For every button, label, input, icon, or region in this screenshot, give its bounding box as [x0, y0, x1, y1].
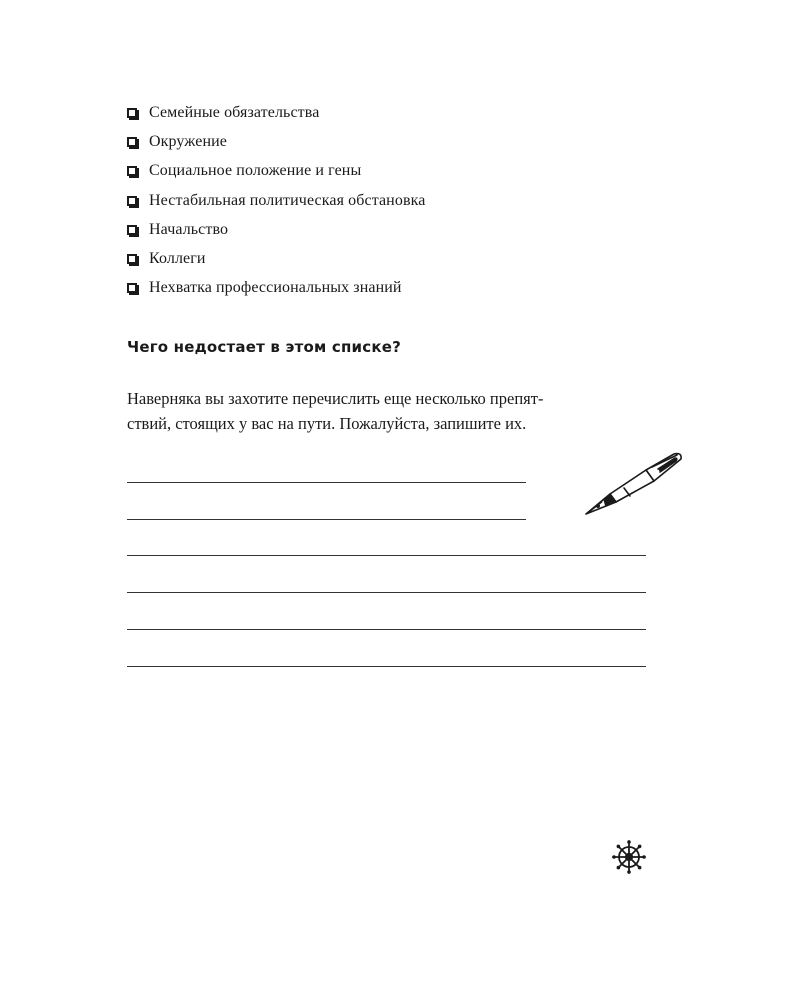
- checkbox[interactable]: [127, 108, 137, 118]
- checklist-item[interactable]: [127, 274, 425, 303]
- paragraph-line: Наверняка вы захотите перечислить еще несколько препят-: [127, 389, 544, 408]
- checkbox[interactable]: [127, 283, 137, 293]
- paragraph-line: ствий, стоящих у вас на пути. Пожалуйста, запишите их.: [127, 414, 527, 433]
- checklist-item[interactable]: [127, 127, 425, 156]
- checklist-item[interactable]: [127, 186, 425, 215]
- writing-line-2[interactable]: [127, 519, 526, 520]
- section-heading: Чего недостает в этом списке?: [127, 338, 402, 356]
- checkbox[interactable]: [127, 196, 137, 206]
- checklist-item-label: Начальство: [149, 220, 229, 238]
- obstacle-checklist: [127, 98, 425, 303]
- checkbox[interactable]: [127, 225, 137, 235]
- checklist-item[interactable]: [127, 98, 425, 127]
- checklist-item[interactable]: [127, 244, 425, 273]
- writing-line-4[interactable]: [127, 592, 646, 593]
- fountain-pen-icon: [580, 450, 686, 520]
- checkbox[interactable]: [127, 137, 137, 147]
- checklist-item-label: Семейные обязательства: [149, 103, 320, 121]
- writing-line-3[interactable]: [127, 555, 646, 556]
- checklist-item-label: Социальное положение и гены: [149, 162, 362, 180]
- checklist-item-label: Коллеги: [149, 250, 206, 268]
- writing-line-5[interactable]: [127, 629, 646, 630]
- writing-line-6[interactable]: [127, 666, 646, 667]
- writing-line-1[interactable]: [127, 482, 526, 483]
- checklist-item[interactable]: [127, 215, 425, 244]
- ship-wheel-icon: [612, 840, 646, 874]
- checklist-item-label: Нехватка профессиональных знаний: [149, 279, 402, 297]
- checklist-item-label: Окружение: [149, 132, 227, 150]
- checklist-item[interactable]: [127, 157, 425, 186]
- instruction-paragraph: [127, 386, 667, 436]
- checklist-item-label: Нестабильная политическая обстановка: [149, 191, 426, 209]
- checkbox[interactable]: [127, 166, 137, 176]
- checkbox[interactable]: [127, 254, 137, 264]
